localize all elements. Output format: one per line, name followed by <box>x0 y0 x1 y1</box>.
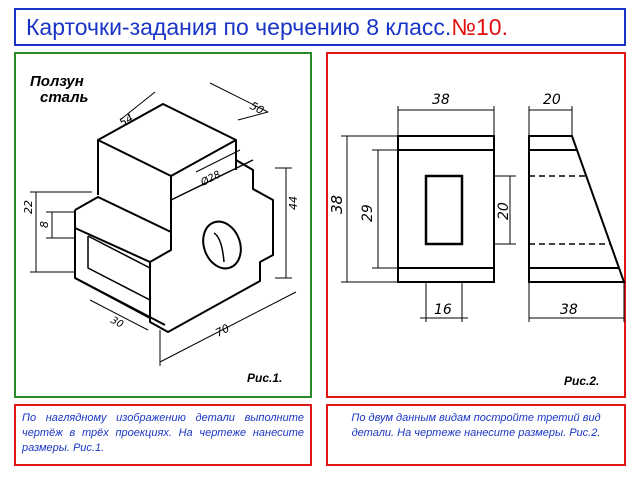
card-number: №10. <box>451 14 508 40</box>
isometric-drawing <box>30 83 296 366</box>
part-material: сталь <box>40 89 89 106</box>
task-text-left <box>14 404 312 466</box>
side-top-20: 20 <box>543 92 561 108</box>
dim-70: 70 <box>213 321 232 340</box>
figure-label-1: Рис.1. <box>247 371 283 385</box>
dim-50: 50 <box>247 99 267 118</box>
task-right-text: По двум данным видам постройте третий вид детали. На чертеже нанесите размеры. Рис.2. <box>351 412 601 439</box>
dim-30: 30 <box>108 314 125 331</box>
isometric-dimension-labels <box>22 99 300 339</box>
dim-22: 22 <box>22 200 35 214</box>
figure-label-2: Рис.2. <box>564 374 600 388</box>
title-main: Карточки-задания по черчению 8 класс. <box>26 14 452 40</box>
dim-8: 8 <box>38 221 51 228</box>
slot-width-16: 16 <box>434 302 452 318</box>
height-29: 29 <box>360 204 376 222</box>
height-38: 38 <box>328 194 346 214</box>
front-width-38: 38 <box>432 92 450 108</box>
slot-height-20: 20 <box>496 202 512 220</box>
task-text-right <box>326 404 626 466</box>
dim-54: 54 <box>117 111 136 130</box>
orthographic-dimension-labels <box>328 92 578 318</box>
task-left-text: По наглядному изображению детали выполните чертёж в трёх проекциях. На чертеже нанесите размеры. Рис.1. <box>22 412 304 454</box>
orthographic-drawing <box>341 106 624 322</box>
dim-44: 44 <box>287 196 300 210</box>
side-bottom-38: 38 <box>560 302 578 318</box>
part-name: Ползун <box>30 73 84 90</box>
dim-phi28: Ø28 <box>199 169 223 189</box>
